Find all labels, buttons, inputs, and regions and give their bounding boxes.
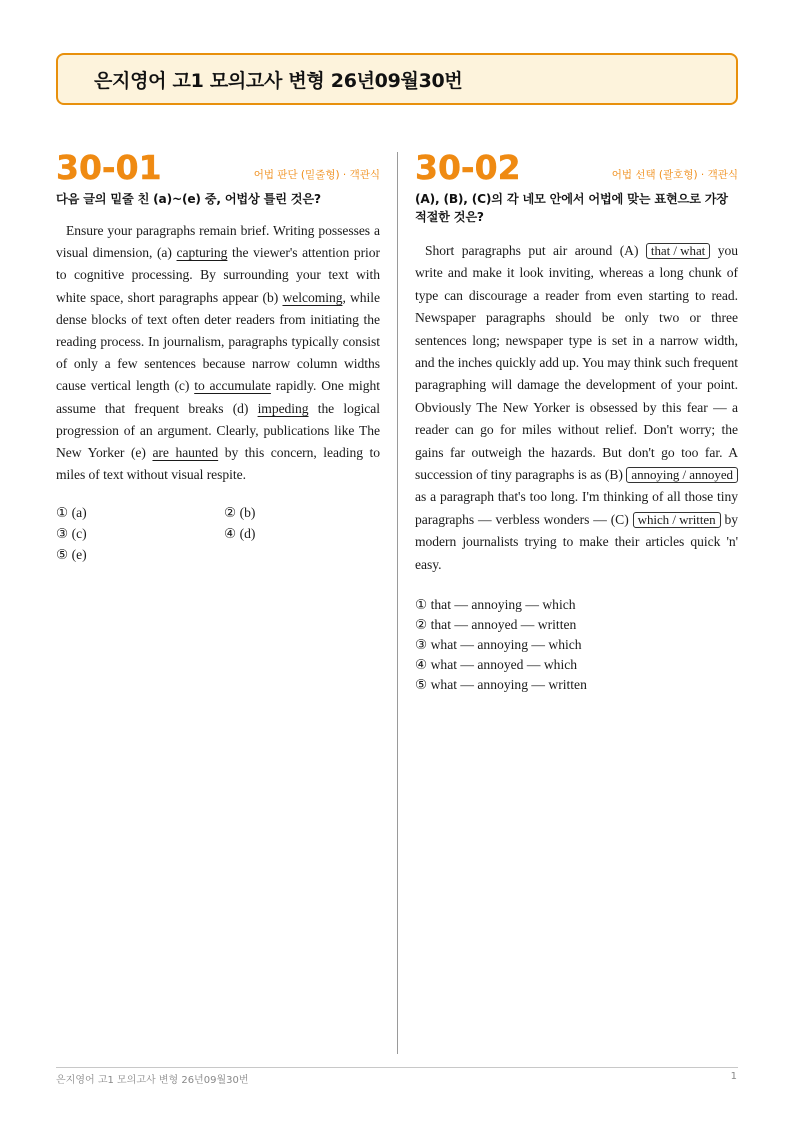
option-3[interactable]: ③ (c) [56, 526, 87, 542]
option-1[interactable]: ① (a) [56, 505, 87, 521]
choice-box-b: annoying / annoyed [626, 467, 738, 483]
option-2[interactable]: ② that — annoyed — written [415, 617, 577, 633]
answer-options [56, 505, 380, 563]
question-number: 30-01 [56, 148, 162, 187]
option-5[interactable]: ⑤ (e) [56, 547, 87, 563]
question-header [56, 150, 380, 190]
underlined-e: are haunted [152, 445, 219, 461]
question-30-02 [415, 150, 738, 697]
page-header [56, 53, 738, 105]
option-1[interactable]: ① that — annoying — which [415, 597, 576, 613]
question-prompt: (A), (B), (C)의 각 네모 안에서 어법에 맞는 표현으로 가장 적절한 것은? [415, 192, 728, 224]
underlined-c: to accumulate [194, 378, 271, 394]
underlined-b: welcoming [282, 289, 343, 305]
underlined-d: impeding [257, 400, 309, 416]
question-30-01 [56, 150, 380, 563]
underlined-a: capturing [176, 245, 228, 261]
option-5[interactable]: ⑤ what — annoying — written [415, 677, 587, 693]
question-type: 어법 판단 (밑줄형) · 객관식 [253, 169, 380, 181]
option-4[interactable]: ④ what — annoyed — which [415, 657, 578, 673]
passage: Ensure your paragraphs remain brief. Writing possesses a visual dimension, (a) capturing the viewer's attention prior to cognitive processing. By surrounding your text with white space, short paragraphs appear (b) welcoming, while dense blocks of text often deter readers from initiating the reading process. In journalism, paragraphs typically consist of only a few sentences because narrow column widths cause vertical length (c) to accumulate rapidly. One might assume that frequent breaks (d) impeding the logical progression of an argument. Clearly, publications like The New Yorker (e) are haunted by this concern, leading to miles of text without visual respite. [56, 223, 380, 483]
column-divider [397, 152, 398, 1054]
question-type: 어법 선택 (괄호형) · 객관식 [611, 169, 738, 181]
question-header [415, 150, 738, 190]
option-4[interactable]: ④ (d) [224, 526, 256, 542]
option-2[interactable]: ② (b) [224, 505, 256, 521]
question-number: 30-02 [415, 148, 521, 187]
passage: Short paragraphs put air around (A) that / what you write and make it look inviting, whereas a long chunk of type can discourage a reader from even starting to read. Newspaper paragraphs should be only two or three sentences long; newspaper type is set in a narrow width, and the inches quickly add up. You may think such frequent paragraphing will damage the development of your point. Obviously The New Yorker is obsessed by this fear — a reader can go for miles without relief. Don't worry; the gains far outweigh the hazards. But don't go too far. A succession of tiny paragraphs is as (B) annoying / annoyed as a paragraph that's too long. I'm thinking of all those tiny paragraphs — verbless wonders — (C) which / written by modern journalists trying to make their articles quick 'n' easy. [415, 243, 738, 572]
option-3[interactable]: ③ what — annoying — which [415, 637, 582, 653]
page-number: 1 [730, 1071, 737, 1082]
answer-options [415, 597, 738, 697]
question-prompt: 다음 글의 밑줄 친 (a)~(e) 중, 어법상 틀린 것은? [56, 192, 321, 206]
page-title: 은지영어 고1 모의고사 변형 26년09월30번 [94, 69, 463, 92]
choice-box-a: that / what [646, 243, 710, 259]
footer-title: 은지영어 고1 모의고사 변형 26년09월30번 [56, 1075, 249, 1086]
footer-divider [56, 1067, 738, 1068]
choice-box-c: which / written [633, 512, 721, 528]
